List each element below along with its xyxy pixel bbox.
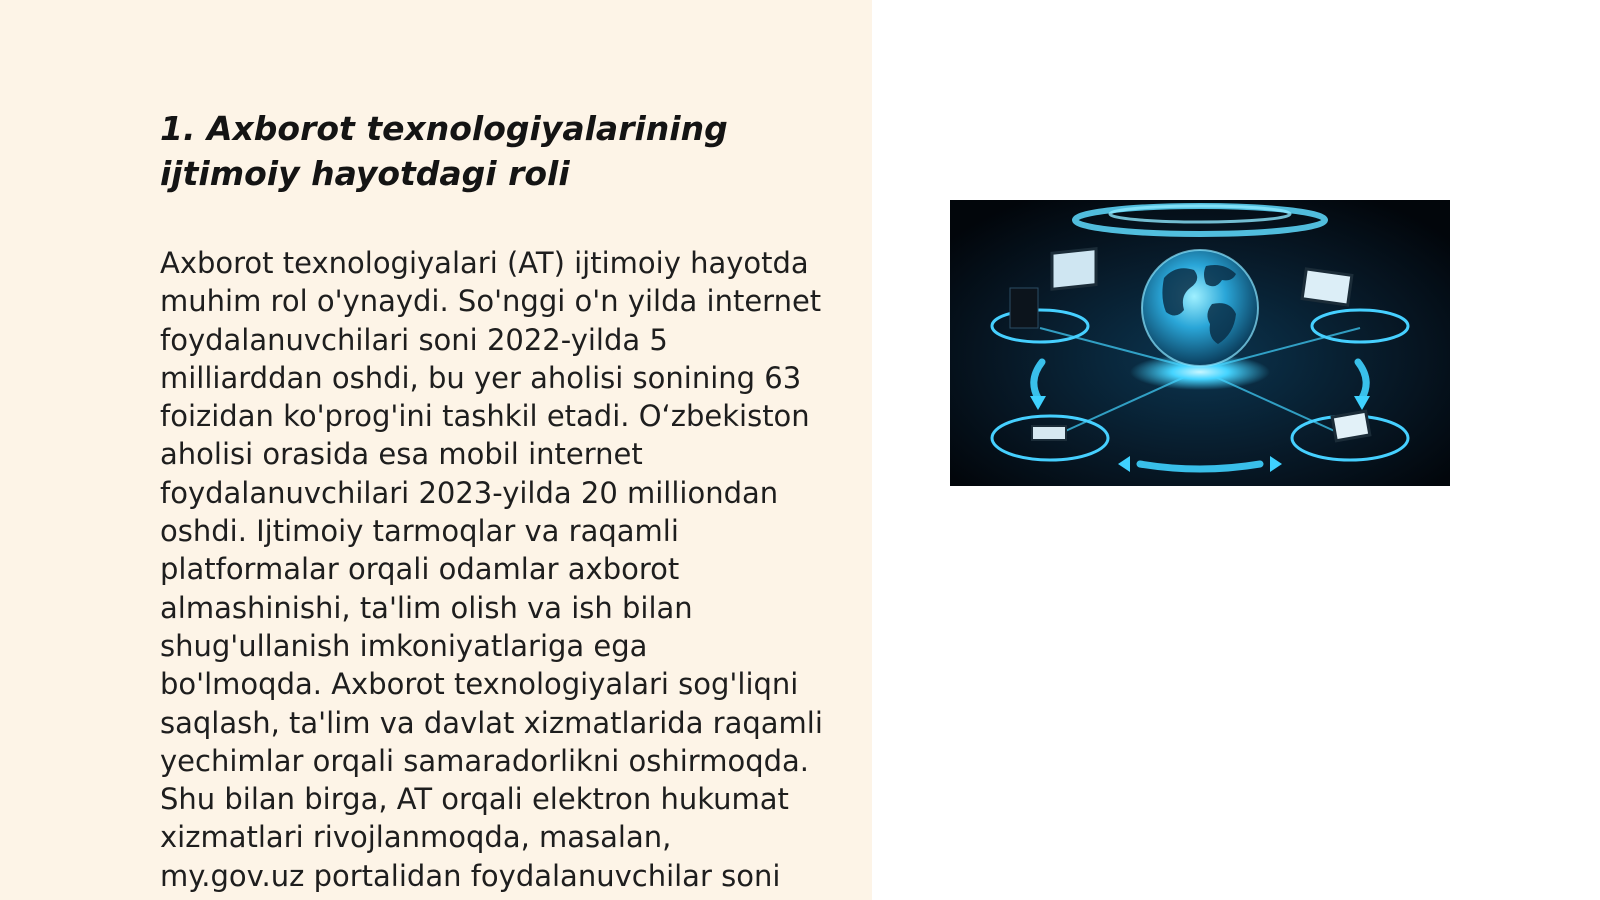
slide-title: 1. Axborot texnologiyalarining ijtimoiy hayotdagi roli xyxy=(160,109,728,193)
globe-network-illustration xyxy=(950,200,1450,486)
slide-body-text: Axborot texnologiyalari (AT) ijtimoiy hayotda muhim rol o'ynaydi. So'nggi o'n yilda internet foydalanuvchilari soni 2022-yilda 5 milliarddan oshdi, bu yer aholisi sonining 63 foizidan ko'prog'ini tashkil etadi. O‘zbekiston aholisi orasida esa mobil internet foydalanuvchilari 2023-yilda 20 milliondan oshdi. Ijtimoiy tarmoqlar va raqamli platformalar orqali odamlar axborot almashinishi, ta'lim olish va ish bilan shug'ullanish imkoniyatlariga ega bo'lmoqda. Axborot texnologiyalari sog'liqni saqlash, ta'lim va davlat xizmatlarida raqamli yechimlar orqali samaradorlikni oshirmoqda. Shu bilan birga, AT orqali elektron hukumat xizmatlari rivojlanmoqda, masalan, my.gov.uz portalidan foydalanuvchilar soni xyxy=(160,246,823,893)
globe-network-icon xyxy=(950,200,1450,486)
